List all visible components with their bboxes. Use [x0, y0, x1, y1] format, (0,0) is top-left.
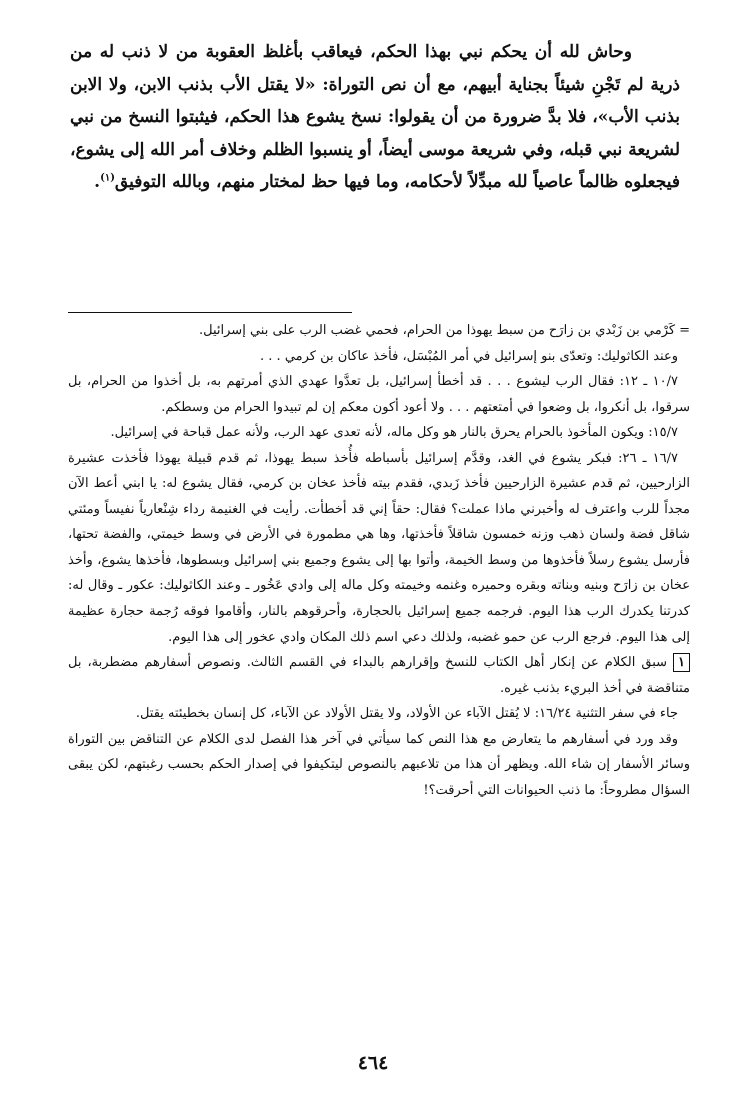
footnote-1-text: سبق الكلام عن إنكار أهل الكتاب للنسخ وإقرارهم بالبداء في القسم الثالث. ونصوص أسفارهم مضطربة، بل متناقضة في أخذ البريء بذنب غيره.: [68, 655, 690, 696]
footnote-continuation: [68, 318, 690, 344]
footnote-separator: [68, 312, 352, 313]
footnote-1: [68, 650, 690, 701]
main-paragraph-text: وحاش لله أن يحكم نبي بهذا الحكم، فيعاقب بأغلظ العقوبة من لا ذنب له من ذرية لم تَجْنِ شيئاً بجناية أبيهم، مع أن نص التوراة: «لا يقتل الأب بذنب الابن، ولا الابن بذنب الأب»، فلا بدَّ ضرورة من أن يقولوا: نسخ يشوع هذا الحكم، فيثبتوا النسخ من نبي لشريعة نبي قبله، وفي شريعة موسى أيضاً، أو ينسبوا الظلم وخلاف أمر الله إلى يشوع، فيجعلوه ظالماً عاصياً لله مبدِّلاً لأحكامه، وما فيها حظ لمختار منهم، وبالله التوفيق: [70, 42, 680, 193]
footnotes: [68, 318, 690, 803]
footnote-1-number: ١: [673, 653, 690, 672]
footnote-paragraph: جاء في سفر التثنية ١٦/٢٤: لا يُقتل الآباء عن الأولاد، ولا يقتل الأولاد عن الآباء، كل إنسان بخطيئته يقتل.: [135, 706, 678, 722]
continuation-mark: =: [679, 323, 690, 338]
footnote-ref: (١): [100, 172, 115, 184]
main-paragraph-end: .: [94, 172, 101, 193]
footnote-paragraph: وعند الكاثوليك: وتعدّى بنو إسرائيل في أمر المُبْسَل، فأخذ عاكان بن كرمي . . .: [260, 348, 678, 364]
footnote-continuation-text: كَرْمي بن زَبْدي بن زارَح من سبط يهوذا من الحرام، فحمي غضب الرب على بني إسرائيل.: [199, 323, 676, 338]
footnote-paragraph: ١٠/٧ ـ ١٢: فقال الرب ليشوع . . . قد أخطأ إسرائيل، بل تعدَّوا عهدي الذي أمرتهم به، بل أخذوا من الحرام، بل سرقوا، بل أنكروا، بل وضعوا في أمتعتهم . . . ولا أعود أكون معكم إن لم تبيدوا الحرام من وسطكم.: [68, 374, 690, 415]
page-number: ٤٦٤: [357, 1052, 389, 1074]
footnote-paragraph: وقد ورد في أسفارهم ما يتعارض مع هذا النص كما سيأتي في آخر هذا الفصل لدى الكلام عن التناقض بين التوراة وسائر الأسفار إن شاء الله. ويظهر أن هذا من تلاعبهم بالنصوص ليتكيفوا في إصدار الحكم بحسب رغبتهم، لكن يبقى السؤال مطروحاً: ما ذنب الحيوانات التي أحرقت؟!: [68, 731, 690, 798]
main-paragraph: [70, 36, 680, 199]
footnote-paragraph: ١٦/٧ ـ ٢٦: فبكر يشوع في الغد، وقدَّم إسرائيل بأسباطه فأُخذ سبط يهوذا، ثم قدم قبيلة يهوذا فأخذت عشيرة الزارحيين، ثم قدم عشيرة الزارحيين فأخذ زَبدي، فقدم بيته فأخذ عخان بن كرمي، فقال يشوع له: يا ابني أعط الآن مجداً للرب واعترف له وأخبرني ماذا عملت؟ فقال: حقاً إني قد أخطأت. رأيت في الغنيمة رداء شِنْعارياً نفيساً ومئتي شاقل فضة ولسان ذهب وزنه خمسون شاقلاً فأخذتها، وها هي مطمورة في الأرض في وسط خيمتي، والفضة تحتها، فأرسل يشوع رسلاً فأخذوها من وسط الخيمة، وأتوا بها إلى يشوع وجميع بني إسرائيل وبسطوها، فأخذها يشوع، وأخذ عخان بن زارَح وبنيه وبناته وبقره وحميره وغنمه وخيمته وكل ماله إلى وادي عَخُور ـ وعند الكاثوليك: عكور ـ وقال له: كدرتنا يكدرك الرب هذا اليوم. فرجمه جميع إسرائيل بالحجارة، وأحرقوهم بالنار، وأقاموا فوقه رُجمة حجارة عظيمة إلى هذا اليوم. فرجع الرب عن حمو غضبه، ولذلك دعي اسم ذلك المكان وادي عخور إلى هذا اليوم.: [68, 450, 690, 645]
footnote-paragraph: ١٥/٧: ويكون المأخوذ بالحرام يحرق بالنار هو وكل ماله، لأنه تعدى عهد الرب، ولأنه عمل قباحة في إسرائيل.: [110, 425, 678, 441]
main-text: [70, 36, 680, 199]
